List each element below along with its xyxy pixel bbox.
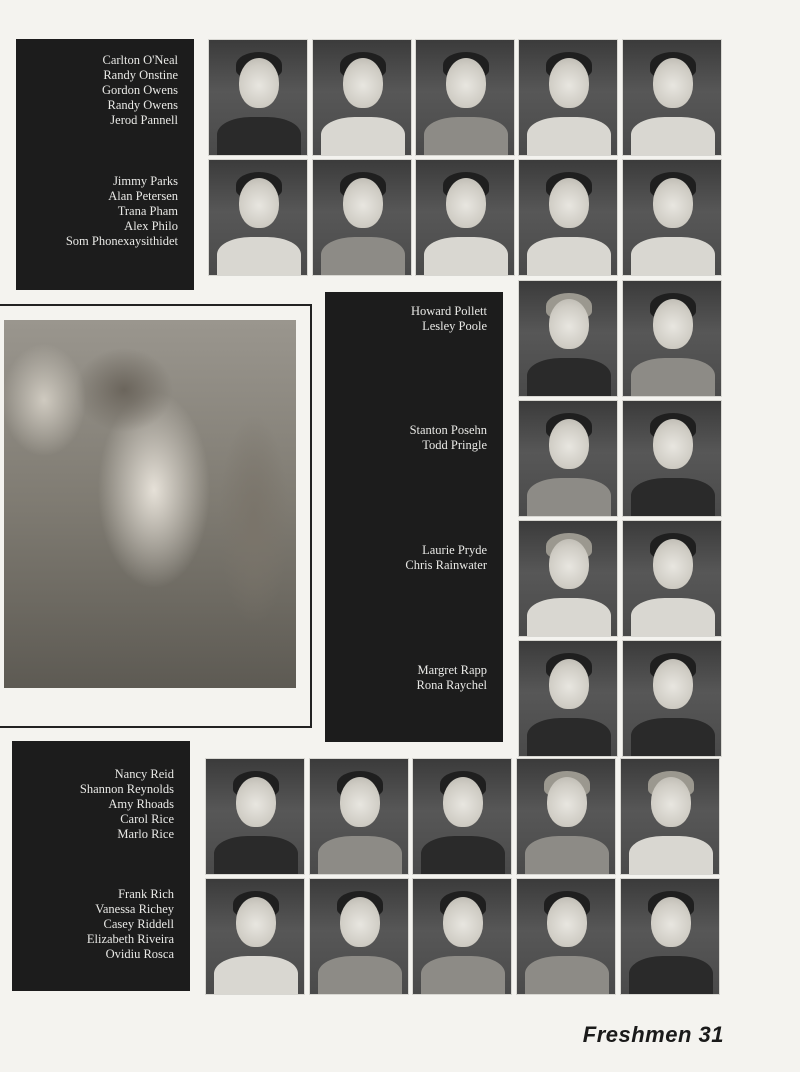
student-portrait [518, 280, 618, 397]
student-name: Todd Pringle [422, 438, 487, 452]
name-list-group-5 [405, 543, 487, 573]
student-name: Casey Riddell [103, 917, 174, 931]
student-portrait [622, 640, 722, 757]
candid-photo [4, 320, 296, 688]
name-panel-top [16, 39, 194, 290]
student-portrait [309, 758, 409, 875]
student-portrait [415, 159, 515, 276]
student-name: Carlton O'Neal [102, 53, 178, 67]
student-portrait [518, 640, 618, 757]
student-name: Gordon Owens [101, 83, 178, 97]
student-portrait [518, 520, 618, 637]
student-portrait [412, 758, 512, 875]
name-list-group-7 [80, 767, 174, 842]
student-name: Stanton Posehn [409, 423, 487, 437]
student-name: Alan Petersen [108, 189, 178, 203]
student-portrait [208, 39, 308, 156]
name-panel-bottom [12, 741, 190, 991]
student-name: Marlo Rice [117, 827, 174, 841]
student-portrait [412, 878, 512, 995]
student-portrait [518, 400, 618, 517]
student-name: Trana Pham [117, 204, 178, 218]
student-portrait [208, 159, 308, 276]
student-name: Elizabeth Riveira [86, 932, 174, 946]
student-name: Randy Owens [107, 98, 178, 112]
student-name: Vanessa Richey [95, 902, 174, 916]
student-name: Randy Onstine [103, 68, 178, 82]
student-name: Shannon Reynolds [79, 782, 174, 796]
student-portrait [622, 159, 722, 276]
student-name: Laurie Pryde [422, 543, 487, 557]
name-list-group-6 [417, 663, 487, 693]
student-portrait [620, 758, 720, 875]
student-name: Jimmy Parks [113, 174, 178, 188]
student-portrait [309, 878, 409, 995]
student-portrait [516, 758, 616, 875]
name-list-group-8 [87, 887, 174, 962]
page-footer-label: Freshmen 31 [582, 1022, 724, 1047]
student-portrait [622, 520, 722, 637]
student-portrait [622, 400, 722, 517]
student-portrait [205, 878, 305, 995]
student-name: Margret Rapp [417, 663, 487, 677]
student-name: Alex Philo [124, 219, 178, 233]
student-portrait [312, 159, 412, 276]
name-panel-middle [325, 292, 503, 742]
student-portrait [312, 39, 412, 156]
student-portrait [622, 39, 722, 156]
student-name: Som Phonexaysithidet [65, 234, 178, 248]
student-name: Jerod Pannell [110, 113, 178, 127]
name-list-group-2 [66, 174, 178, 249]
name-list-group-4 [410, 423, 487, 453]
student-name: Nancy Reid [114, 767, 174, 781]
student-portrait [205, 758, 305, 875]
student-portrait [516, 878, 616, 995]
student-name: Lesley Poole [422, 319, 487, 333]
student-portrait [518, 39, 618, 156]
student-name: Carol Rice [120, 812, 174, 826]
student-portrait [622, 280, 722, 397]
student-name: Frank Rich [118, 887, 174, 901]
student-name: Howard Pollett [410, 304, 487, 318]
student-portrait [415, 39, 515, 156]
name-list-group-1 [102, 53, 178, 128]
student-portrait [518, 159, 618, 276]
student-name: Chris Rainwater [405, 558, 487, 572]
student-portrait [620, 878, 720, 995]
student-name: Rona Raychel [416, 678, 487, 692]
candid-photo-frame [0, 304, 312, 728]
name-list-group-3 [411, 304, 487, 334]
student-name: Amy Rhoads [108, 797, 174, 811]
student-name: Ovidiu Rosca [105, 947, 174, 961]
